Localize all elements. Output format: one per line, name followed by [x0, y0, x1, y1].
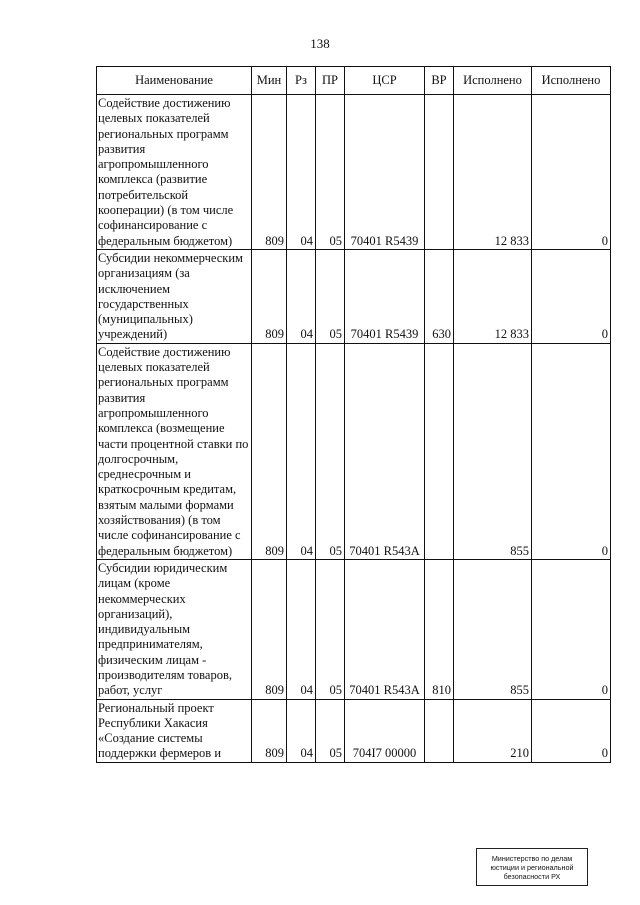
header-rz: Рз: [287, 67, 316, 95]
row-csr: 70401 R543A: [345, 559, 425, 699]
row-min: 809: [252, 249, 287, 343]
row-name: Содействие достижению целевых показателей региональных программ развития агропромышленного комплекса (возмещение части процентной ставки по долгосрочным, среднесрочным и краткосрочным кредитам, взятым малыми формами хозяйствования) (в том числе софинансирование с федеральным бюджетом): [97, 343, 252, 559]
header-executed-1: Исполнено: [454, 67, 532, 95]
row-min: 809: [252, 559, 287, 699]
row-min: 809: [252, 699, 287, 762]
row-name: Содействие достижению целевых показателей региональных программ развития агропромышленного комплекса (развитие потребительской кооперации) (в том числе софинансирование с федеральным бюджетом): [97, 95, 252, 250]
row-executed-2: 0: [532, 249, 611, 343]
header-vr: ВР: [425, 67, 454, 95]
stamp-line-2: юстиции и региональной: [490, 862, 574, 872]
row-rz: 04: [287, 559, 316, 699]
header-row: [97, 67, 611, 95]
row-vr: [425, 95, 454, 250]
row-pr: 05: [316, 699, 345, 762]
row-executed-1: 210: [454, 699, 532, 762]
row-min: 809: [252, 343, 287, 559]
header-executed-2: Исполнено: [532, 67, 611, 95]
row-pr: 05: [316, 343, 345, 559]
row-pr: 05: [316, 249, 345, 343]
budget-table: [96, 66, 611, 763]
row-rz: 04: [287, 699, 316, 762]
table-row: [97, 699, 611, 762]
row-executed-1: 855: [454, 559, 532, 699]
row-name: Региональный проект Республики Хакасия «Создание системы поддержки фермеров и: [97, 699, 252, 762]
header-csr: ЦСР: [345, 67, 425, 95]
row-pr: 05: [316, 95, 345, 250]
row-executed-2: 0: [532, 559, 611, 699]
row-vr: 810: [425, 559, 454, 699]
row-vr: [425, 343, 454, 559]
row-min: 809: [252, 95, 287, 250]
row-csr: 70401 R5439: [345, 249, 425, 343]
row-csr: 70401 R543A: [345, 343, 425, 559]
ministry-stamp: [476, 848, 588, 886]
row-rz: 04: [287, 95, 316, 250]
row-rz: 04: [287, 249, 316, 343]
table-row: [97, 95, 611, 250]
page-number: 138: [310, 36, 330, 51]
header-name: Наименование: [97, 67, 252, 95]
row-executed-2: 0: [532, 343, 611, 559]
row-executed-2: 0: [532, 95, 611, 250]
stamp-line-3: безопасности РХ: [503, 871, 561, 881]
row-csr: 704I7 00000: [345, 699, 425, 762]
header-min: Мин: [252, 67, 287, 95]
stamp-line-1: Министерство по делам: [491, 853, 573, 863]
row-csr: 70401 R5439: [345, 95, 425, 250]
header-pr: ПР: [316, 67, 345, 95]
row-vr: 630: [425, 249, 454, 343]
row-rz: 04: [287, 343, 316, 559]
row-name: Субсидии юридическим лицам (кроме некоммерческих организаций), индивидуальным предпринимателям, физическим лицам - производителям товаров, работ, услуг: [97, 559, 252, 699]
table-row: [97, 343, 611, 559]
row-name: Субсидии некоммерческим организациям (за исключением государственных (муниципальных) учреждений): [97, 249, 252, 343]
row-executed-1: 855: [454, 343, 532, 559]
row-pr: 05: [316, 559, 345, 699]
table-row: [97, 559, 611, 699]
row-executed-1: 12 833: [454, 95, 532, 250]
row-executed-2: 0: [532, 699, 611, 762]
table-row: [97, 249, 611, 343]
row-vr: [425, 699, 454, 762]
row-executed-1: 12 833: [454, 249, 532, 343]
